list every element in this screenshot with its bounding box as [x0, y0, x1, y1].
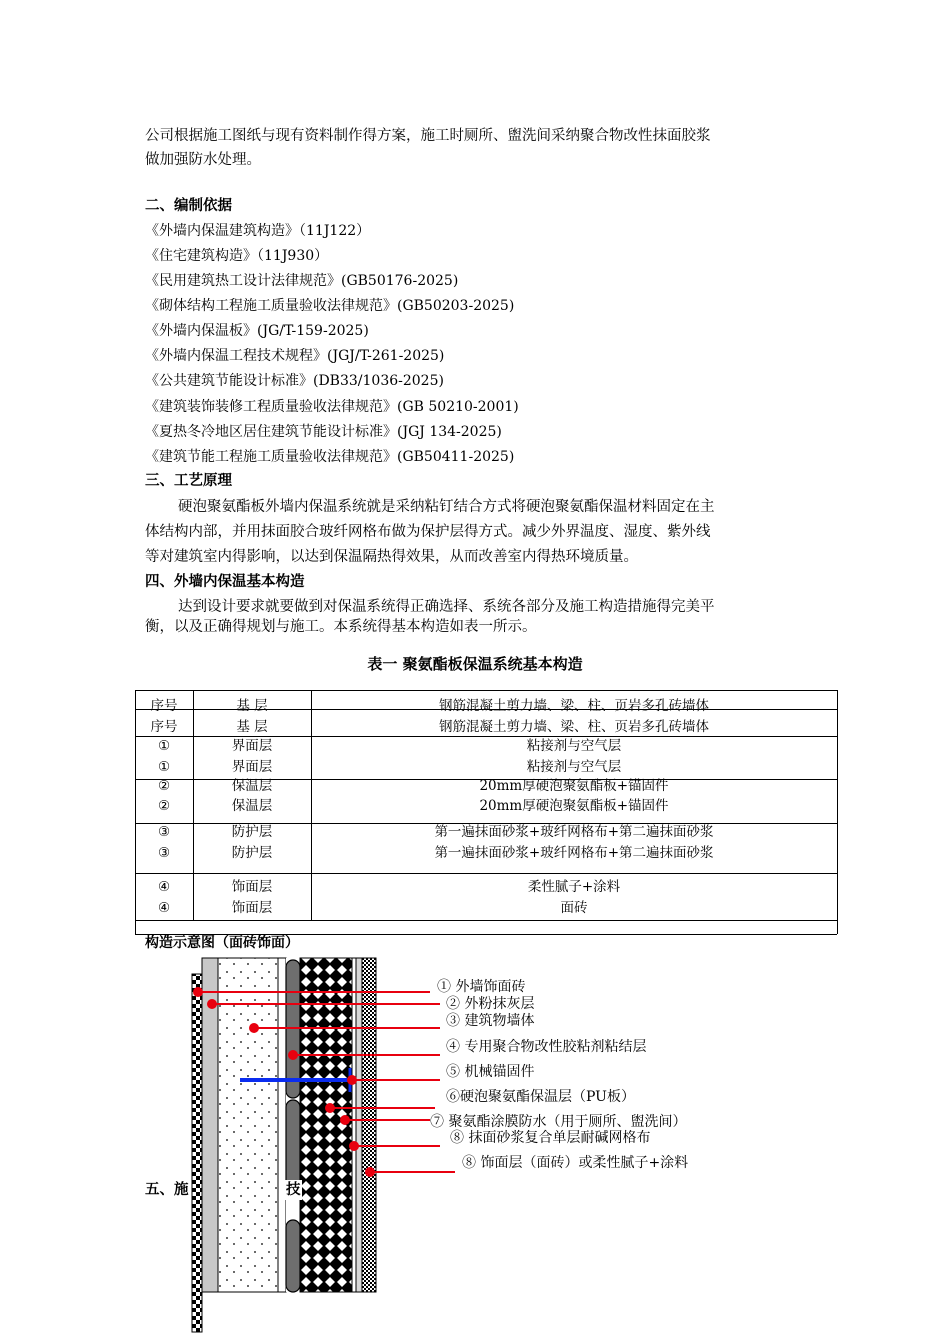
callout-7: ⑦ 聚氨酯涂膜防水（用于厕所、盥洗间）: [430, 1114, 687, 1130]
diagram-title: 构造示意图（面砖饰面）: [145, 935, 299, 951]
section-5-heading-fragment: 技: [286, 1181, 301, 1198]
reference-item: 《外墙内保温工程技术规程》(JGJ/T-261-2025): [145, 348, 445, 364]
layer-finish: [362, 958, 376, 1292]
callout-6: ⑥硬泡聚氨酯保温层（PU板）: [446, 1089, 635, 1105]
section-5-heading: 五、施: [145, 1181, 189, 1198]
table-cell-layer: 基 层: [236, 698, 268, 714]
table-border-top: [135, 690, 837, 691]
section-3-line-3: 等对建筑室内得影响，以达到保温隔热得效果，从而改善室内得热环境质量。: [145, 549, 638, 565]
table-cell-layer: 保温层: [231, 778, 273, 794]
table-cell-desc: 第一遍抹面砂浆+玻纤网格布+第二遍抹面砂浆: [434, 845, 714, 861]
layer-adhesive-blob: [286, 1100, 300, 1188]
table-cell-no: ③: [157, 845, 171, 861]
layer-waterproof: [352, 958, 356, 1292]
reference-item: 《外墙内保温建筑构造》（11J122）: [145, 223, 371, 239]
table-cell-layer: 饰面层: [231, 879, 273, 895]
reference-item: 《住宅建筑构造》（11J930）: [145, 248, 329, 264]
callout-8: ⑧ 抹面砂浆复合单层耐碱网格布: [450, 1130, 651, 1146]
section-3-line-1: 硬泡聚氨酯板外墙内保温系统就是采纳粘钉结合方式将硬泡聚氨酯保温材料固定在主: [178, 499, 715, 515]
table-cell-desc: 20mm厚硬泡聚氨酯板+锚固件: [479, 778, 669, 794]
section-4-line-1: 达到设计要求就要做到对保温系统得正确选择、系统各部分及施工构造措施得完美平: [178, 599, 715, 615]
table-cell-no: ①: [157, 738, 171, 754]
table-row-separator: [135, 873, 837, 874]
table-cell-desc: 粘接剂与空气层: [526, 738, 622, 754]
table-cell-desc: 柔性腻子+涂料: [527, 879, 621, 895]
section-3-heading: 三、工艺原理: [145, 472, 232, 489]
callout-9: ⑧ 饰面层（面砖）或柔性腻子+涂料: [462, 1155, 689, 1171]
reference-item: 《建筑装饰装修工程质量验收法律规范》(GB 50210-2001): [145, 399, 519, 415]
table-cell-layer: 保温层: [231, 798, 273, 814]
table-cell-no: ②: [157, 798, 171, 814]
layer-wall-body: [218, 958, 278, 1292]
reference-item: 《民用建筑热工设计法律规范》(GB50176-2025): [145, 273, 459, 289]
callout-3: ③ 建筑物墙体: [446, 1013, 535, 1029]
layer-air-gap: [278, 958, 286, 1292]
reference-item: 《外墙内保温板》(JG/T-159-2025): [145, 323, 369, 339]
table-cell-no: ①: [157, 759, 171, 775]
table-row-separator: [135, 920, 837, 921]
table-cell-no: 序号: [150, 719, 178, 735]
callout-5: ⑤ 机械锚固件: [446, 1064, 535, 1080]
reference-item: 《砌体结构工程施工质量验收法律规范》(GB50203-2025): [145, 298, 515, 314]
table-cell-layer: 基 层: [236, 719, 268, 735]
layer-pu-board: [300, 958, 352, 1292]
reference-item: 《建筑节能工程施工质量验收法律规范》(GB50411-2025): [145, 449, 515, 465]
table-cell-no: ③: [157, 824, 171, 840]
table-cell-no: ④: [157, 900, 171, 916]
table-cell-layer: 防护层: [231, 845, 273, 861]
section-2-heading: 二、编制依据: [145, 197, 232, 214]
reference-item: 《公共建筑节能设计标准》(DB33/1036-2025): [145, 373, 444, 389]
table-border-right: [837, 690, 838, 934]
table-cell-no: ④: [157, 879, 171, 895]
section-3-line-2: 体结构内部，并用抹面胶合玻纤网格布做为保护层得方式。减少外界温度、湿度、紫外线: [145, 524, 711, 540]
intro-line-1: 公司根据施工图纸与现有资料制作得方案，施工时厕所、盥洗间采纳聚合物改性抹面胶浆: [145, 128, 711, 144]
layer-wall-tile: [192, 974, 202, 1332]
table-cell-layer: 界面层: [231, 738, 273, 754]
table-cell-layer: 界面层: [231, 759, 273, 775]
table-cell-no: 序号: [150, 698, 178, 714]
construction-table: [135, 690, 837, 935]
reference-item: 《夏热冬冷地区居住建筑节能设计标准》(JGJ 134-2025): [145, 424, 502, 440]
table-cell-no: ②: [157, 778, 171, 794]
table-cell-desc: 第一遍抹面砂浆+玻纤网格布+第二遍抹面砂浆: [434, 824, 714, 840]
callout-1: ① 外墙饰面砖: [437, 979, 526, 995]
table-cell-desc: 粘接剂与空气层: [526, 759, 622, 775]
intro-line-2: 做加强防水处理。: [145, 152, 261, 168]
table-cell-layer: 防护层: [231, 824, 273, 840]
table-cell-layer: 饰面层: [231, 900, 273, 916]
section-4-line-2: 衡，以及正确得规划与施工。本系统得基本构造如表一所示。: [145, 619, 537, 635]
construction-diagram: [0, 935, 950, 1344]
callout-2: ② 外粉抹灰层: [446, 996, 535, 1012]
table-cell-desc: 钢筋混凝土剪力墙、梁、柱、页岩多孔砖墙体: [439, 698, 709, 714]
table-cell-desc: 面砖: [560, 900, 588, 916]
table-cell-desc: 20mm厚硬泡聚氨酯板+锚固件: [479, 798, 669, 814]
callout-4: ④ 专用聚合物改性胶粘剂粘结层: [446, 1039, 647, 1055]
section-4-heading: 四、外墙内保温基本构造: [145, 573, 305, 590]
table-caption: 表一 聚氨酯板保温系统基本构造: [367, 655, 583, 673]
layer-mesh-mortar: [356, 958, 362, 1292]
table-cell-desc: 钢筋混凝土剪力墙、梁、柱、页岩多孔砖墙体: [439, 719, 709, 735]
layer-adhesive-blob: [286, 1220, 300, 1292]
